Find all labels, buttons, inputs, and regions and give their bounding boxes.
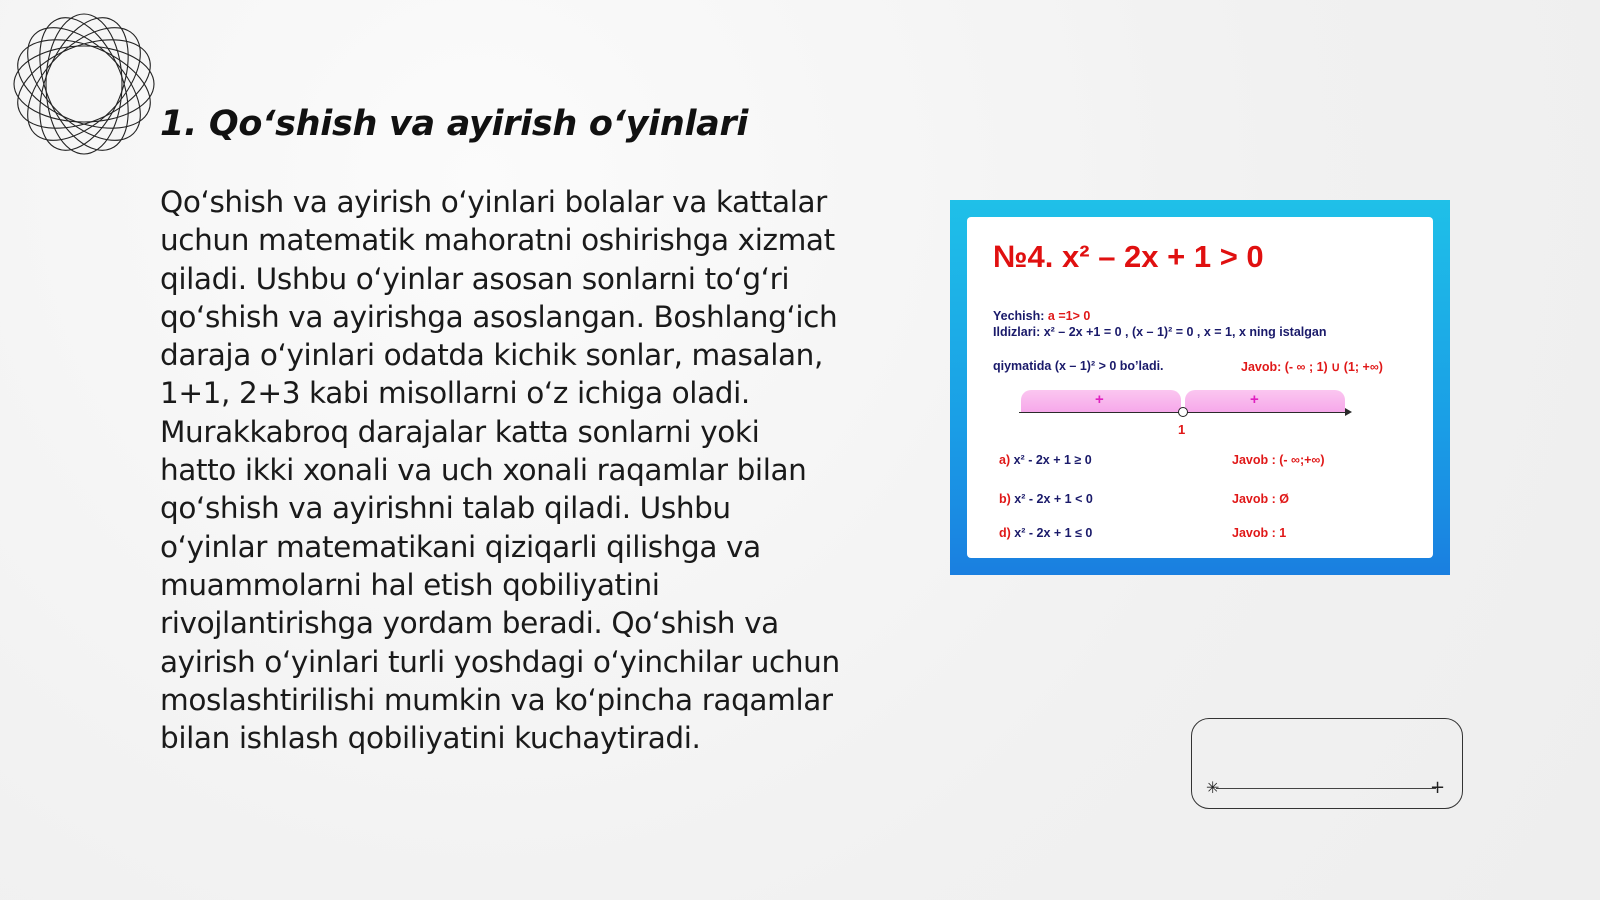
item-label: b): [999, 492, 1011, 506]
spirograph-logo-icon: [10, 10, 158, 158]
yechish-line: [993, 309, 1090, 323]
item-expression: x² - 2x + 1 ≥ 0: [1013, 453, 1092, 467]
answer-d: Javob : 1: [1232, 526, 1287, 540]
item-expression: x² - 2x + 1 ≤ 0: [1014, 526, 1093, 540]
item-label: d): [999, 526, 1011, 540]
yechish-value: a =1> 0: [1047, 309, 1091, 323]
yechish-label: Yechish:: [993, 309, 1045, 323]
excluded-point: [1178, 407, 1188, 417]
axis-arrow-icon: [1345, 408, 1352, 416]
answer-b: Javob : Ø: [1232, 492, 1289, 506]
item-expression: x² - 2x + 1 < 0: [1014, 492, 1093, 506]
interval-right: [1185, 390, 1345, 412]
main-answer: Javob: (- ∞ ; 1) ∪ (1; +∞): [1241, 360, 1383, 374]
plus-sign-right: +: [1250, 391, 1259, 408]
math-slide-title: №4. x² – 2x + 1 > 0: [993, 239, 1264, 274]
plus-sign-left: +: [1095, 391, 1104, 408]
math-slide-image: [950, 200, 1450, 575]
sparkle-icon: ✳: [1206, 778, 1220, 797]
sub-problem-b: [999, 492, 1093, 506]
item-label: a): [999, 453, 1011, 467]
axis-point-label: 1: [1178, 422, 1186, 437]
decorative-card: [1191, 718, 1463, 809]
cross-marker-icon: +: [1430, 777, 1446, 798]
slide-heading: 1. Qo‘shish va ayirish o‘yinlari: [160, 104, 749, 144]
ildizlari-line: Ildizlari: x² – 2x +1 = 0 , (x – 1)² = 0 , x = 1, x ning istalgan: [993, 325, 1327, 339]
qiymatida-line: qiymatida (x – 1)² > 0 bo’ladi.: [993, 359, 1164, 373]
math-slide-panel: [967, 217, 1433, 558]
answer-a: Javob : (- ∞;+∞): [1232, 453, 1325, 467]
body-paragraph: Qo‘shish va ayirish o‘yinlari bolalar va kattalar uchun matematik mahoratni oshirishga xizmat qiladi. Ushbu o‘yinlar asosan sonlarni to‘g‘ri qo‘shish va ayirishga asoslangan. Boshlang‘ich daraja o‘yinlari odatda kichik sonlar, masalan, 1+1, 2+3 kabi misollarni o‘z ichiga oladi. Murakkabroq darajalar katta sonlarni yoki hatto ikki xonali va uch xonali raqamlar bilan qo‘shish va ayirishni talab qiladi. Ushbu o‘yinlar matematikani qiziqarli qilishga va muammolarni hal etish qobiliyatini rivojlantirishga yordam beradi. Qo‘shish va ayirish o‘yinlari turli yoshdagi o‘yinchilar uchun moslashtirilishi mumkin va ko‘pincha raqamlar bilan ishlash qobiliyatini kuchaytiradi.: [160, 185, 840, 756]
decorative-line: [1216, 788, 1436, 789]
sub-problem-d: [999, 526, 1092, 540]
sub-problem-a: [999, 453, 1092, 467]
